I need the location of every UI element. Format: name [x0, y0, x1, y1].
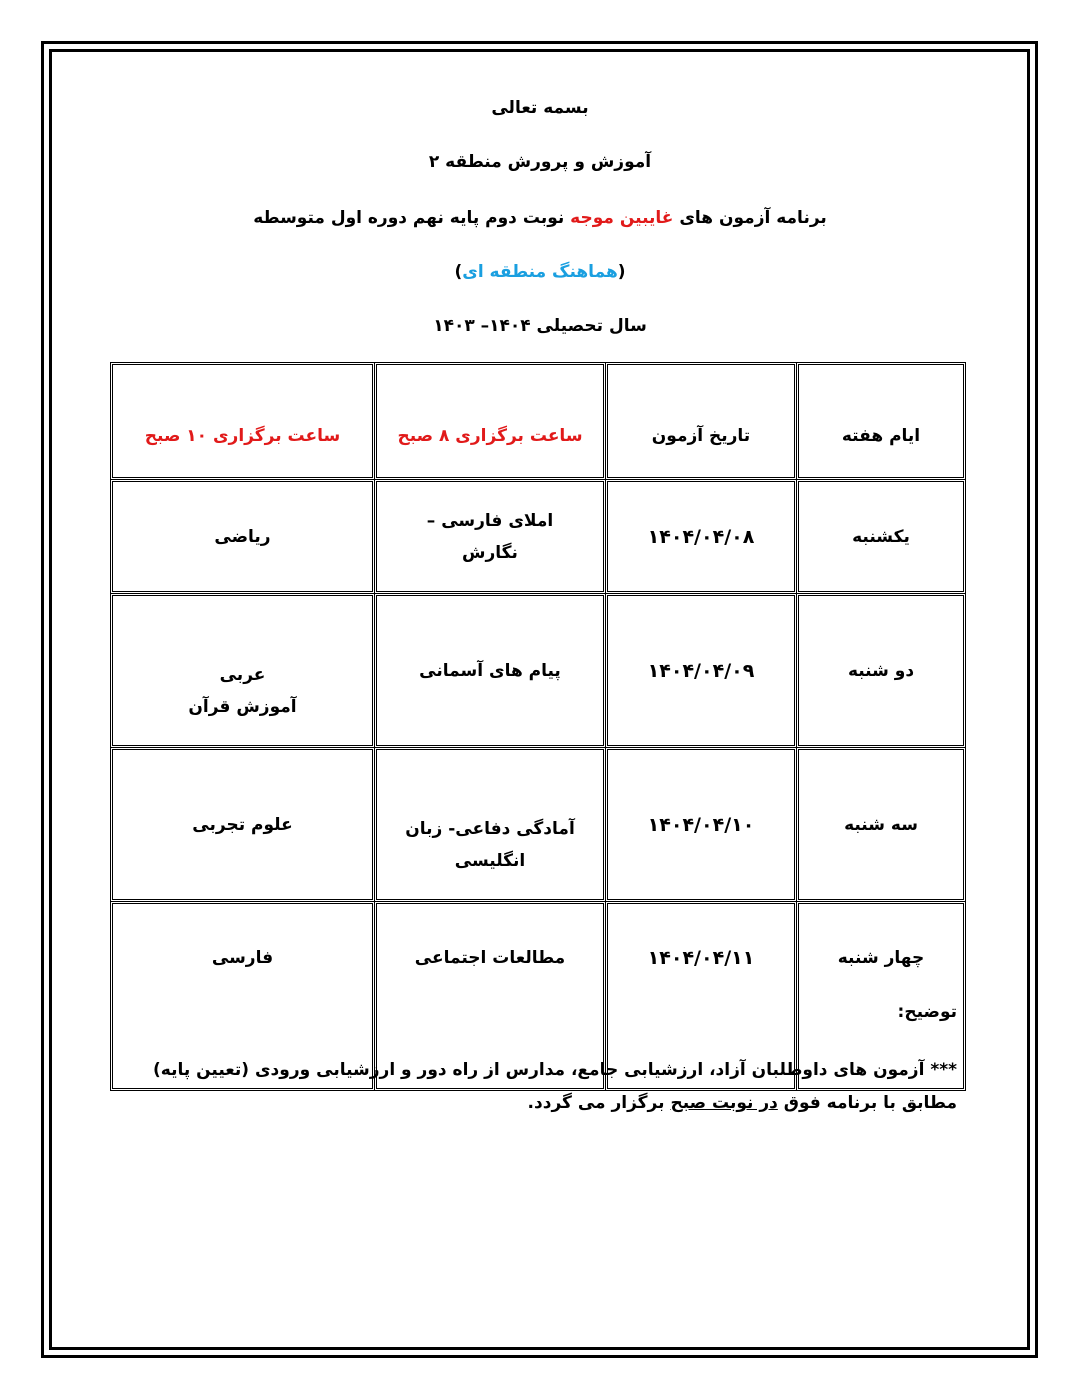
cell-day: سه شنبه: [797, 748, 966, 902]
cell-day: دو شنبه: [797, 594, 966, 748]
title-text-end: نوبت دوم پایه نهم دوره اول متوسطه: [253, 208, 571, 228]
subject-line: انگلیسی: [454, 850, 526, 871]
heading-bismillah: بسمه تعالی: [491, 98, 589, 118]
table-row: [111, 748, 966, 902]
subject-line: پیام های آسمانی: [419, 660, 561, 681]
subject-line: مطالعات اجتماعی: [414, 948, 566, 968]
notes-body: [125, 1054, 957, 1120]
notes-text-start: *** آزمون های داوطلبان آزاد، ارزشیابی جامع، مدارس از راه دور و ارزشیابی ورودی (تعیین پایه) مطابق با برنامه فوق: [152, 1060, 957, 1113]
cell-8am: [375, 480, 606, 594]
cell-date: ۱۴۰۴/۰۴/۱۱: [606, 902, 797, 1091]
subject-line: املای فارسی –: [426, 510, 554, 531]
cell-10am: [111, 748, 375, 902]
header-exam-date: تاریخ آزمون: [606, 363, 797, 480]
notes-title: توضیح:: [897, 1002, 957, 1022]
cell-8am: [375, 748, 606, 902]
paren-open: (: [617, 262, 626, 282]
heading-program-title: [60, 206, 1020, 230]
heading-organization: آموزش و پرورش منطقه ۲: [428, 152, 652, 172]
subject-line: علوم تجربی: [192, 814, 293, 835]
subject-line: آمادگی دفاعی- زبان: [405, 818, 575, 839]
heading-academic-year: سال تحصیلی ۱۴۰۴– ۱۴۰۳: [433, 316, 647, 336]
cell-10am: [111, 480, 375, 594]
table-header-row: [111, 363, 966, 480]
table-row: [111, 594, 966, 748]
cell-date: ۱۴۰۴/۰۴/۱۰: [606, 748, 797, 902]
subject-line: آموزش قرآن: [188, 696, 297, 717]
title-text-start: برنامه آزمون های: [673, 208, 827, 228]
cell-date: ۱۴۰۴/۰۴/۰۹: [606, 594, 797, 748]
exam-schedule-table: [110, 362, 966, 1091]
cell-10am: [111, 594, 375, 748]
paren-close: ): [454, 262, 463, 282]
subject-line: ریاضی: [214, 526, 271, 547]
header-8am-slot: ساعت برگزاری ۸ صبح: [375, 363, 606, 480]
heading-coordination: [60, 260, 1020, 284]
subject-line: عربی: [219, 664, 266, 685]
notes-underlined-morning: در نوبت صبح: [670, 1093, 778, 1113]
cell-8am: [375, 594, 606, 748]
table-row: [111, 480, 966, 594]
cell-day: چهار شنبه: [797, 902, 966, 1091]
title-highlight-absentees: غایبین موجه: [570, 208, 674, 228]
cell-date: ۱۴۰۴/۰۴/۰۸: [606, 480, 797, 594]
subject-line: فارسی: [211, 948, 274, 968]
subject-line: نگارش: [462, 542, 518, 563]
header-weekday: ایام هفته: [797, 363, 966, 480]
cell-day: یکشنبه: [797, 480, 966, 594]
header-10am-slot: ساعت برگزاری ۱۰ صبح: [111, 363, 375, 480]
coordination-label: هماهنگ منطقه ای: [462, 262, 618, 282]
notes-text-end: برگزار می گردد.: [527, 1093, 671, 1113]
